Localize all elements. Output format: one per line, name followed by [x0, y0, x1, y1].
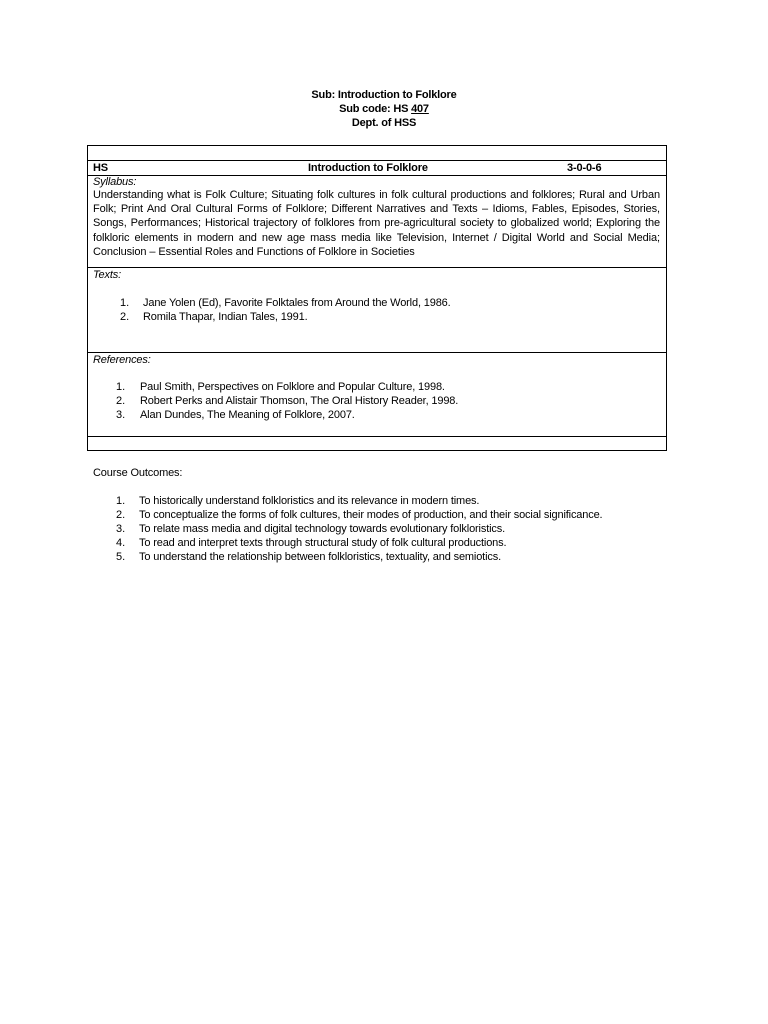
- references-item: Alan Dundes, The Meaning of Folklore, 2007.: [140, 409, 355, 421]
- outcome-item: To relate mass media and digital technology towards evolutionary folkloristics.: [139, 523, 506, 535]
- department: Dept. of HSS: [351, 117, 417, 129]
- subject-title: Sub: Introduction to Folklore: [311, 89, 457, 101]
- table-divider-course: [88, 175, 666, 176]
- texts-item: Romila Thapar, Indian Tales, 1991.: [143, 311, 308, 323]
- texts-item-number: 2.: [120, 311, 130, 323]
- references-item-number: 1.: [116, 381, 126, 393]
- table-divider-texts: [88, 352, 666, 353]
- outcome-number: 2.: [116, 509, 126, 521]
- outcome-item: To historically understand folkloristics and its relevance in modern times.: [139, 495, 480, 507]
- references-item-number: 3.: [116, 409, 126, 421]
- syllabus-text: Understanding what is Folk Culture; Situating folk cultures in folk cultural productions and folklores; Rural and Urban Folk; Print And Oral Cultural Forms of Folklore; Different Narratives and Texts – Idioms, Fables, Episodes, Stories, Songs, Performances; Historical trajectory of folklores from pre-agricultural society to globalized world; Exploring the folkloric elements in modern and new age mass media like Television, Internet / Digital World and Social Media; Conclusion – Essential Roles and Functions of Folklore in Societies: [93, 189, 660, 258]
- outcome-number: 1.: [116, 495, 126, 507]
- texts-item: Jane Yolen (Ed), Favorite Folktales from Around the World, 1986.: [143, 297, 451, 309]
- references-item: Robert Perks and Alistair Thomson, The Oral History Reader, 1998.: [140, 395, 459, 407]
- references-item: Paul Smith, Perspectives on Folklore and Popular Culture, 1998.: [140, 381, 445, 393]
- course-outcomes-label: Course Outcomes:: [93, 467, 183, 479]
- outcome-number: 3.: [116, 523, 126, 535]
- outcome-number: 4.: [116, 537, 126, 549]
- subject-code-prefix: Sub code: HS: [339, 103, 412, 115]
- outcome-item: To conceptualize the forms of folk cultures, their modes of production, and their social significance.: [139, 509, 603, 521]
- course-table: [87, 145, 667, 451]
- texts-item-number: 1.: [120, 297, 130, 309]
- outcome-item: To read and interpret texts through structural study of folk cultural productions.: [139, 537, 507, 549]
- outcome-number: 5.: [116, 551, 126, 563]
- references-label: References:: [93, 354, 151, 366]
- table-divider-references: [88, 436, 666, 437]
- texts-label: Texts:: [93, 269, 122, 281]
- course-code: HS: [93, 162, 108, 174]
- table-divider-syllabus: [88, 267, 666, 268]
- references-item-number: 2.: [116, 395, 126, 407]
- outcome-item: To understand the relationship between folkloristics, textuality, and semiotics.: [139, 551, 501, 563]
- subject-code: [0, 102, 768, 116]
- subject-code-number: 407: [411, 103, 429, 115]
- syllabus-label: Syllabus:: [93, 176, 137, 188]
- course-title: Introduction to Folklore: [308, 162, 428, 174]
- course-credits: 3-0-0-6: [567, 162, 602, 174]
